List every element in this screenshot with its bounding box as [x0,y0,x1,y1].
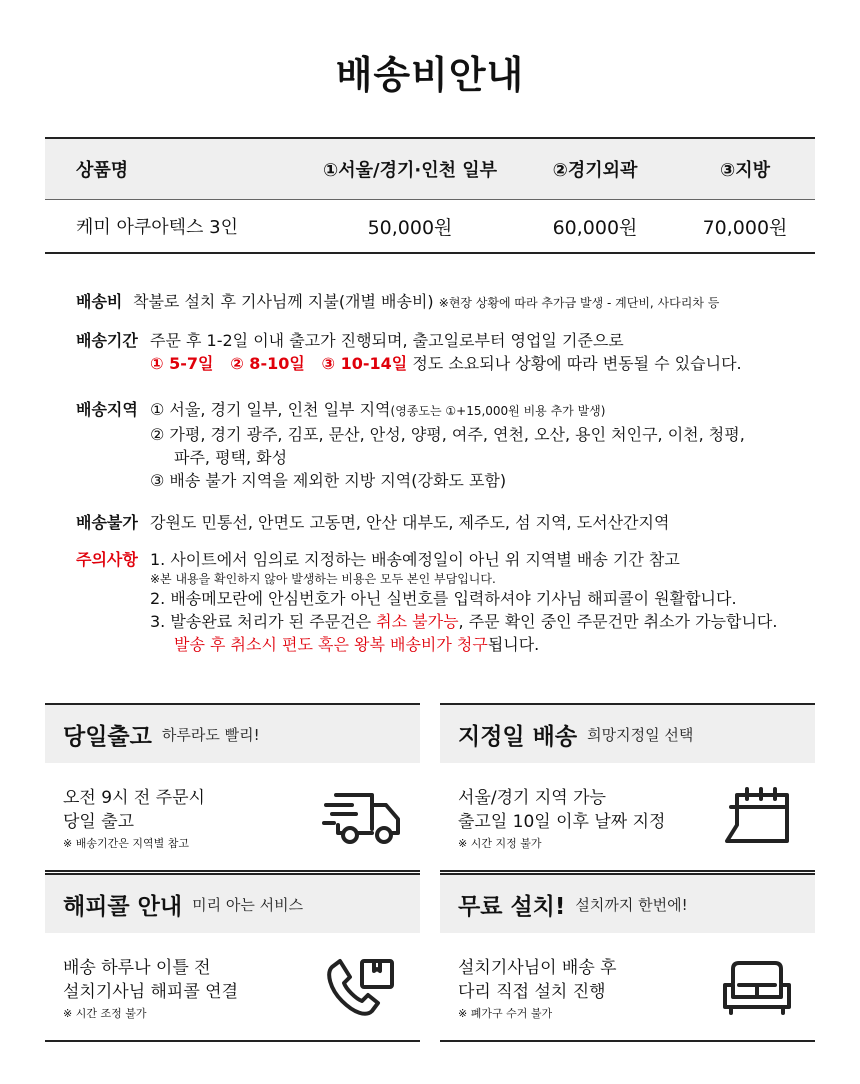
period-text-wrap [150,329,742,375]
caution-item3-b: , 주문 확인 중인 주문건만 취소가 가능합니다. [458,612,778,631]
area-text-wrap [150,398,745,492]
period-label: 배송기간 [76,331,138,350]
box-title: 당일출고 [63,723,152,750]
table-header [45,137,815,200]
fee-note: ※현장 상황에 따라 추가금 발생 - 계단비, 사다리차 등 [438,296,720,310]
period-line1: 주문 후 1-2일 이내 출고가 진행되며, 출고일로부터 영업일 기준으로 [150,331,624,350]
area-line4: ③ 배송 불가 지역을 제외한 지방 지역(강화도 포함) [150,471,507,490]
box-date-delivery [440,703,815,872]
fee-label: 배송비 [76,292,123,311]
box-header [45,873,420,933]
box-subtitle: 하루라도 빨리! [161,725,260,744]
box-body [45,933,420,1038]
price-region-1: 50,000원 [367,216,453,239]
box-note: ※ 시간 조정 불가 [63,1007,147,1020]
header-region-2: ②경기외곽 [552,160,638,181]
box-header [45,703,420,763]
table-row [45,200,815,254]
caution-item2: 2. 배송메모란에 안심번호가 아닌 실번호를 입력하셔야 기사님 해피콜이 원활합니다. [150,589,737,608]
box-line2: 다리 직접 설치 진행 [458,982,606,1002]
period-days: ① 5-7일 ② 8-10일 ③ 10-14일 [150,354,408,373]
header-region-3: ③지방 [719,160,771,181]
box-line1: 오전 9시 전 주문시 [63,788,205,808]
box-line2: 설치기사님 해피콜 연결 [63,982,239,1002]
box-body [45,763,420,868]
unavailable-label: 배송불가 [76,513,138,532]
box-header [440,873,815,933]
product-name: 케미 아쿠아텍스 3인 [76,217,238,238]
box-title: 해피콜 안내 [63,893,183,920]
sofa-icon [717,955,797,1019]
box-line1: 설치기사님이 배송 후 [458,958,617,978]
area-line1 [150,398,745,423]
box-note: ※ 폐가구 수거 불가 [458,1007,553,1020]
price-table [45,137,815,254]
caution-item1-note: ※본 내용을 확인하지 않아 발생하는 비용은 모두 본인 부담입니다. [150,572,496,586]
box-free-install [440,873,815,1042]
box-line1: 배송 하루나 이틀 전 [63,958,211,978]
box-subtitle: 설치까지 한번에! [575,895,688,914]
caution-label: 주의사항 [76,550,138,569]
area-line1-note: (영종도는 ①+15,000원 비용 추가 발생) [390,404,606,418]
caution-item3-line2-red: 발송 후 취소시 편도 혹은 왕복 배송비가 청구 [174,635,488,654]
box-title: 무료 설치! [458,893,566,920]
box-line2: 출고일 10일 이후 날짜 지정 [458,812,666,832]
period-line2 [150,352,742,375]
area-label: 배송지역 [76,400,138,419]
page-title: 배송비안내 [335,53,525,97]
caution-item3-a: 3. 발송완료 처리가 된 주문건은 [150,612,377,631]
box-header [440,703,815,763]
box-note: ※ 시간 지정 불가 [458,837,542,850]
box-line1: 서울/경기 지역 가능 [458,788,606,808]
box-same-day [45,703,420,872]
caution-item3-red: 취소 불가능 [376,612,459,631]
price-region-2: 60,000원 [552,216,638,239]
box-title: 지정일 배송 [458,723,578,750]
phone-box-icon [322,955,402,1019]
box-subtitle: 희망지정일 선택 [587,725,694,744]
calendar-icon [717,785,797,849]
caution-item3 [150,610,777,633]
fee-text-wrap [133,290,719,315]
box-note: ※ 배송기간은 지역별 참고 [63,837,189,850]
delivery-truck-icon [322,785,402,849]
box-body [440,763,815,868]
fee-text: 착불로 설치 후 기사님께 지불(개별 배송비) [133,292,434,311]
box-body [440,933,815,1038]
unavailable-text: 강원도 민통선, 안면도 고동면, 안산 대부도, 제주도, 섬 지역, 도서산간지역 [150,513,670,532]
caution-item3-line2-rest: 됩니다. [487,635,540,654]
box-subtitle: 미리 아는 서비스 [192,895,304,914]
header-region-1: ①서울/경기·인천 일부 [322,160,498,181]
period-line2-rest: 정도 소요되나 상황에 따라 변동될 수 있습니다. [407,354,742,373]
caution-text-wrap [150,548,777,656]
box-line2: 당일 출고 [63,812,135,832]
area-line1-text: ① 서울, 경기 일부, 인천 일부 지역 [150,400,391,419]
box-happy-call [45,873,420,1042]
area-line2: ② 가평, 경기 광주, 김포, 문산, 안성, 양평, 여주, 연천, 오산, 용인 처인구, 이천, 청평, [150,425,745,444]
header-product: 상품명 [76,160,129,181]
caution-item3-line2 [150,633,777,656]
caution-item1: 1. 사이트에서 임의로 지정하는 배송예정일이 아닌 위 지역별 배송 기간 참고 [150,550,680,569]
price-region-3: 70,000원 [702,216,788,239]
area-line3: 파주, 평택, 화성 [174,448,288,467]
